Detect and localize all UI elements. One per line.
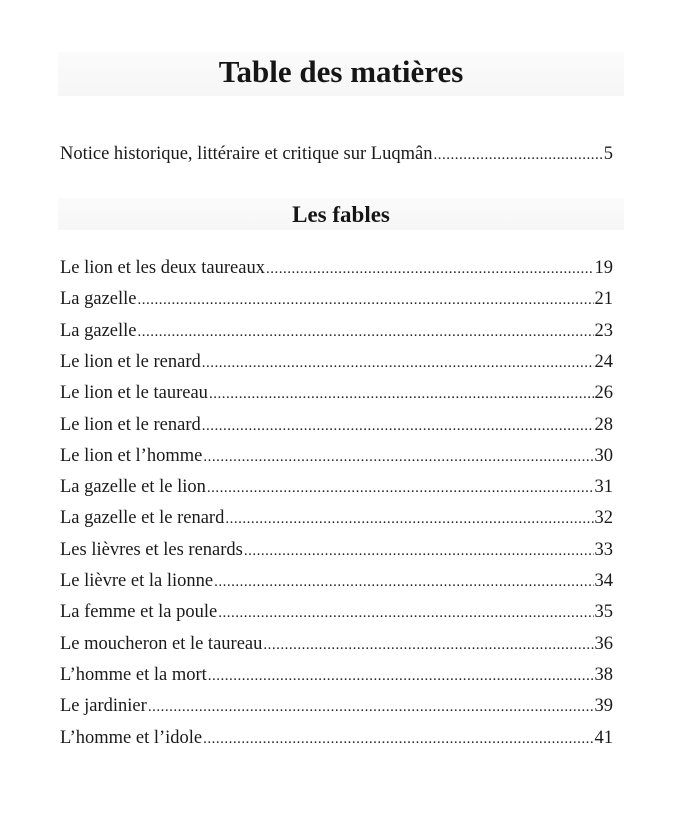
toc-entry[interactable]: [60, 256, 613, 281]
toc-entry-label: L’homme et l’idole: [60, 727, 203, 748]
toc-entry-page: 21: [594, 289, 613, 310]
toc-entry-page: 24: [594, 351, 613, 372]
toc-entry-page: 35: [594, 602, 613, 623]
dot-leader: [202, 414, 594, 438]
toc-entry-label: La gazelle: [60, 320, 137, 341]
toc-entry[interactable]: [60, 444, 613, 469]
toc-entry-page: 5: [603, 144, 613, 164]
dot-leader: [209, 382, 594, 406]
toc-entry[interactable]: [60, 600, 613, 625]
dot-leader: [138, 320, 594, 344]
page-title: Table des matières: [218, 54, 464, 89]
toc-entry-label: La gazelle: [60, 289, 137, 310]
dot-leader: [244, 539, 594, 563]
dot-leader: [266, 257, 594, 281]
toc-entry[interactable]: [60, 538, 613, 563]
toc-entry-page: 38: [594, 664, 613, 685]
toc-entry-label: Les lièvres et les renards: [60, 539, 243, 560]
toc-entry-label: L’homme et la mort: [60, 664, 207, 685]
toc-entry[interactable]: [60, 413, 613, 438]
toc-entry[interactable]: [60, 506, 613, 531]
toc-entry-page: 28: [594, 414, 613, 435]
toc-entry-label: La gazelle et le lion: [60, 477, 206, 498]
toc-entry[interactable]: [60, 475, 613, 500]
dot-leader: [207, 476, 594, 500]
toc-entry-label: Le lièvre et la lionne: [60, 571, 214, 591]
toc-entry-label: Le moucheron et le taureau: [60, 633, 263, 654]
dot-leader: [203, 727, 593, 751]
toc-entry[interactable]: [60, 726, 613, 751]
toc-entry-page: 39: [594, 696, 613, 717]
title-band: [58, 52, 624, 96]
toc-entry-page: 31: [594, 477, 613, 498]
toc-entry-page: 36: [594, 633, 613, 654]
dot-leader: [202, 351, 594, 375]
toc-entry[interactable]: [60, 350, 613, 375]
toc-entry-page: 41: [594, 727, 613, 748]
toc-entry-notice[interactable]: [60, 142, 613, 167]
toc-entry-label: Le lion et le renard: [60, 351, 201, 372]
section-band: [58, 198, 624, 230]
toc-entry-label: La femme et la poule: [60, 602, 218, 623]
toc-entry-label: Le lion et l’homme: [60, 445, 203, 466]
toc-entry[interactable]: [60, 569, 613, 594]
toc-entry-page: 33: [594, 539, 613, 560]
toc-entry-label: Notice historique, littéraire et critique sur Luqmân: [60, 144, 433, 164]
toc-entry[interactable]: [60, 663, 613, 688]
dot-leader: [208, 664, 594, 688]
dot-leader: [218, 601, 593, 625]
toc-entry[interactable]: [60, 319, 613, 344]
toc-entry[interactable]: [60, 287, 613, 312]
toc-entry-label: La gazelle et le renard: [60, 508, 225, 529]
dot-leader: [225, 507, 593, 531]
toc-entry-page: 26: [594, 383, 613, 404]
toc-entry-page: 19: [594, 258, 613, 278]
toc-entry-label: Le lion et le taureau: [60, 383, 208, 404]
dot-leader: [214, 570, 593, 594]
toc-entry-label: Le lion et le renard: [60, 414, 201, 435]
dot-leader: [148, 695, 594, 719]
toc-entry[interactable]: [60, 381, 613, 406]
dot-leader: [263, 633, 593, 657]
toc-entry-label: Le jardinier: [60, 696, 147, 717]
toc-entry-page: 34: [594, 571, 613, 591]
dot-leader: [203, 445, 593, 469]
toc-entry[interactable]: [60, 632, 613, 657]
toc-entry-page: 23: [594, 320, 613, 341]
toc-entry-page: 32: [594, 508, 613, 529]
dot-leader: [138, 288, 594, 312]
dot-leader: [433, 143, 602, 167]
section-heading: Les fables: [292, 202, 390, 227]
toc-entry-label: Le lion et les deux taureaux: [60, 258, 265, 278]
toc-entry[interactable]: [60, 694, 613, 719]
toc-entry-page: 30: [594, 445, 613, 466]
